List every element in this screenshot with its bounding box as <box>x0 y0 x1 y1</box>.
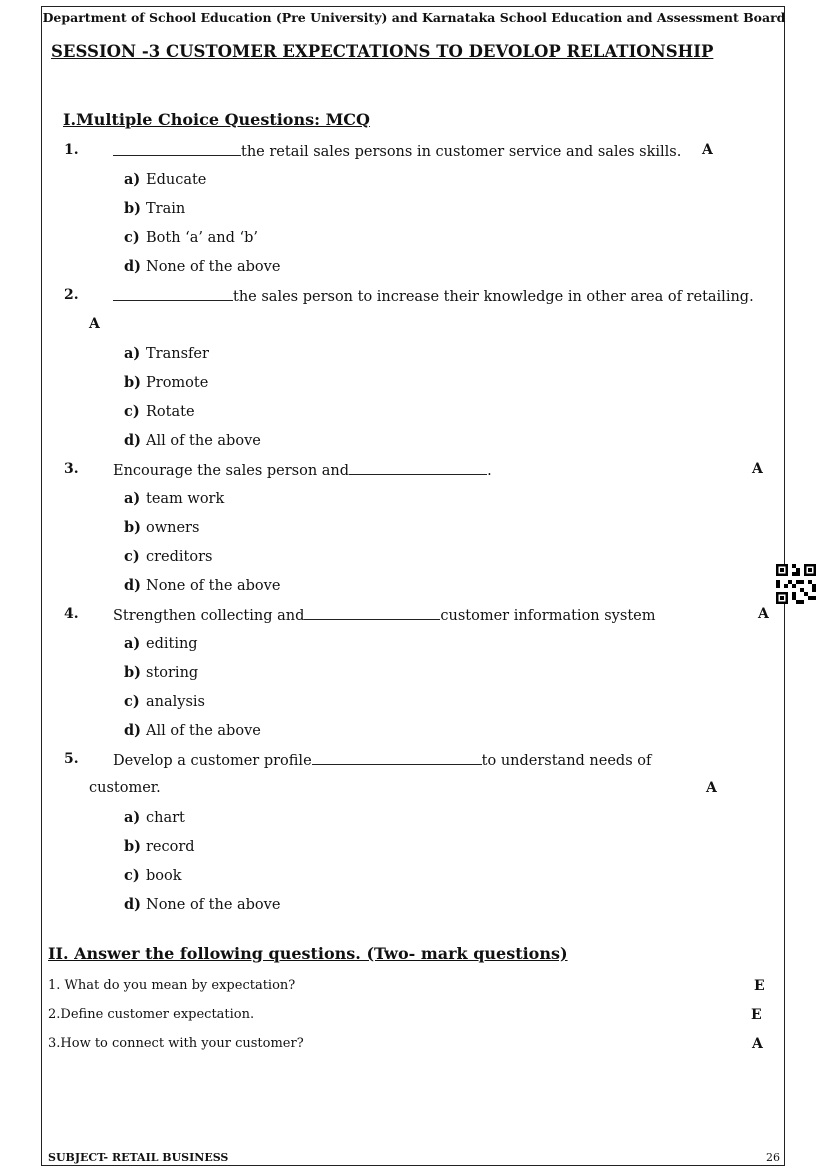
option: d) None of the above <box>124 577 281 594</box>
option: d) None of the above <box>124 258 281 275</box>
option: a) team work <box>124 490 225 507</box>
question-number: 1. <box>64 142 79 158</box>
question-level: E <box>754 978 765 994</box>
option: b) storing <box>124 664 199 681</box>
two-mark-heading: II. Answer the following questions. (Two- mark questions) <box>48 944 568 963</box>
question-number: 2. <box>64 287 79 303</box>
option: a) Educate <box>124 171 207 188</box>
option: d) All of the above <box>124 432 261 449</box>
qr-code-icon <box>776 564 816 604</box>
option: a) Transfer <box>124 345 209 362</box>
option: b) owners <box>124 519 200 536</box>
option: d) None of the above <box>124 896 281 913</box>
document-header: Department of School Education (Pre University) and Karnataka School Education and Assessment Board <box>42 10 786 25</box>
answer-blank <box>304 606 440 620</box>
question-level: E <box>751 1007 762 1023</box>
page-number: 26 <box>766 1151 780 1164</box>
short-question: 3.How to connect with your customer? <box>48 1036 304 1051</box>
question-text: Strengthen collecting and customer information system <box>113 608 656 624</box>
question-continuation: customer. <box>89 780 161 796</box>
answer-blank <box>113 142 241 156</box>
question-level: A <box>706 780 717 796</box>
option: c) Both ‘a’ and ‘b’ <box>124 229 259 246</box>
question-level: A <box>758 606 769 622</box>
option: c) analysis <box>124 693 205 710</box>
question-number: 3. <box>64 461 79 477</box>
question-level: A <box>752 1036 763 1052</box>
option: c) Rotate <box>124 403 195 420</box>
question-text: the sales person to increase their knowledge in other area of retailing. <box>113 287 754 305</box>
answer-blank <box>349 461 487 475</box>
option: d) All of the above <box>124 722 261 739</box>
question-text: the retail sales persons in customer service and sales skills. <box>113 142 681 160</box>
short-question: 2.Define customer expectation. <box>48 1007 255 1022</box>
session-title: SESSION -3 CUSTOMER EXPECTATIONS TO DEVOLOP RELATIONSHIP <box>51 42 714 61</box>
option: c) creditors <box>124 548 213 565</box>
question-level: A <box>752 461 763 477</box>
question-text: Encourage the sales person and . <box>113 463 492 479</box>
answer-blank <box>312 751 482 765</box>
question-level: A <box>702 142 713 158</box>
question-number: 4. <box>64 606 79 622</box>
mcq-heading: I.Multiple Choice Questions: MCQ <box>63 110 370 129</box>
question-text: Develop a customer profile to understand needs of <box>113 753 652 769</box>
option: b) Train <box>124 200 186 217</box>
question-number: 5. <box>64 751 79 767</box>
short-question: 1. What do you mean by expectation? <box>48 978 296 993</box>
option: a) chart <box>124 809 185 826</box>
option: c) book <box>124 867 182 884</box>
question-level: A <box>89 316 100 332</box>
answer-blank <box>113 287 233 301</box>
option: a) editing <box>124 635 198 652</box>
footer-subject: SUBJECT- RETAIL BUSINESS <box>48 1151 229 1164</box>
option: b) record <box>124 838 195 855</box>
option: b) Promote <box>124 374 209 391</box>
